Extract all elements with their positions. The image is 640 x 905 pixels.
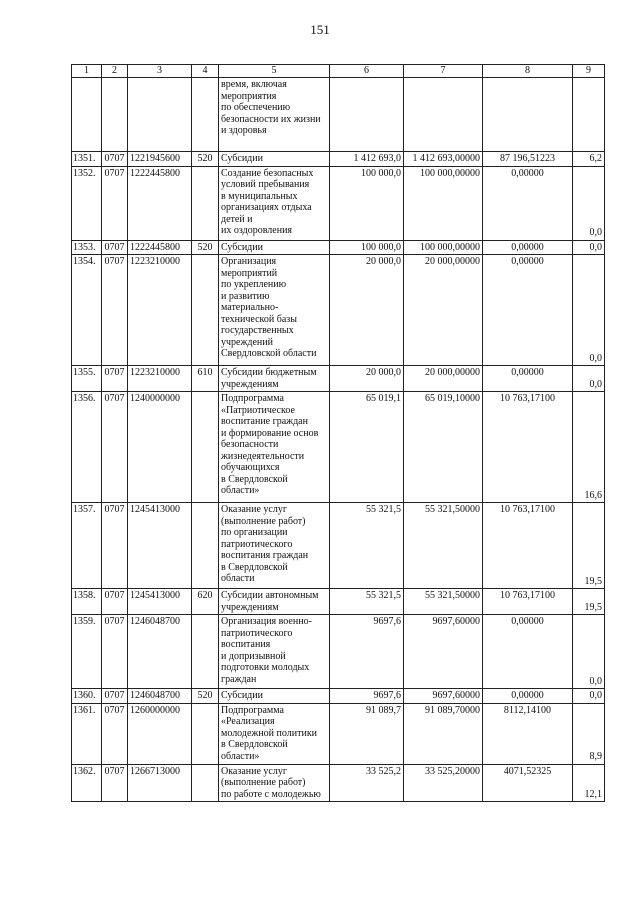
page-number: 151 — [310, 22, 330, 37]
section-code: 0707 — [102, 764, 128, 802]
row-number: 1358. — [72, 589, 102, 615]
execution-percent: 6,2 — [573, 152, 605, 167]
row-number: 1359. — [72, 615, 102, 689]
target-article-code: 1246048700 — [128, 689, 192, 704]
table-row — [72, 392, 605, 503]
item-name: Субсидии — [219, 689, 330, 704]
row-number: 1362. — [72, 764, 102, 802]
header-cell: 7 — [404, 65, 483, 78]
execution-percent: 0,0 — [573, 255, 605, 366]
approved-amount: 1 412 693,0 — [330, 152, 404, 167]
header-row — [72, 65, 605, 78]
target-article-code: 1260000000 — [128, 703, 192, 764]
planned-amount: 91 089,70000 — [404, 703, 483, 764]
target-article-code: 1245413000 — [128, 589, 192, 615]
row-number: 1356. — [72, 392, 102, 503]
executed-amount: 10 763,17100 — [483, 392, 573, 503]
item-name: Подпрограмма «Патриотическое воспитание граждан и формирование основ безопасности жизнедеятельности обучающихся в Свердловской области» — [219, 392, 330, 503]
item-name: Субсидии — [219, 152, 330, 167]
table-row — [72, 255, 605, 366]
expense-type-code — [192, 503, 219, 589]
approved-amount: 100 000,0 — [330, 240, 404, 255]
table-row — [72, 240, 605, 255]
execution-percent: 0,0 — [573, 240, 605, 255]
row-number: 1353. — [72, 240, 102, 255]
expense-type-code: 520 — [192, 240, 219, 255]
target-article-code: 1223210000 — [128, 255, 192, 366]
header-cell: 2 — [102, 65, 128, 78]
executed-amount: 8112,14100 — [483, 703, 573, 764]
executed-amount: 4071,52325 — [483, 764, 573, 802]
target-article-code: 1222445800 — [128, 240, 192, 255]
executed-amount — [483, 78, 573, 152]
expense-type-code — [192, 615, 219, 689]
planned-amount: 100 000,00000 — [404, 166, 483, 240]
planned-amount: 65 019,10000 — [404, 392, 483, 503]
item-name: Оказание услуг (выполнение работ) по организации патриотического воспитания граждан в Свердловской области — [219, 503, 330, 589]
table-row — [72, 764, 605, 802]
target-article-code: 1222445800 — [128, 166, 192, 240]
row-number: 1352. — [72, 166, 102, 240]
approved-amount: 65 019,1 — [330, 392, 404, 503]
section-code: 0707 — [102, 703, 128, 764]
planned-amount: 55 321,50000 — [404, 503, 483, 589]
execution-percent: 12,1 — [573, 764, 605, 802]
header-cell: 8 — [483, 65, 573, 78]
item-name: Субсидии бюджетным учреждениям — [219, 366, 330, 392]
target-article-code: 1245413000 — [128, 503, 192, 589]
approved-amount — [330, 78, 404, 152]
table-row — [72, 366, 605, 392]
planned-amount: 20 000,00000 — [404, 255, 483, 366]
executed-amount: 0,00000 — [483, 689, 573, 704]
budget-table — [71, 64, 605, 802]
execution-percent: 0,0 — [573, 689, 605, 704]
section-code: 0707 — [102, 152, 128, 167]
row-number: 1355. — [72, 366, 102, 392]
section-code: 0707 — [102, 255, 128, 366]
row-number: 1357. — [72, 503, 102, 589]
table-row — [72, 166, 605, 240]
executed-amount: 10 763,17100 — [483, 589, 573, 615]
planned-amount: 9697,60000 — [404, 689, 483, 704]
row-number: 1354. — [72, 255, 102, 366]
table-row — [72, 78, 605, 152]
header-cell: 6 — [330, 65, 404, 78]
row-number: 1361. — [72, 703, 102, 764]
executed-amount: 0,00000 — [483, 166, 573, 240]
item-name: Субсидии — [219, 240, 330, 255]
execution-percent: 16,6 — [573, 392, 605, 503]
target-article-code: 1240000000 — [128, 392, 192, 503]
table-body — [72, 78, 605, 802]
planned-amount: 100 000,00000 — [404, 240, 483, 255]
section-code: 0707 — [102, 689, 128, 704]
planned-amount: 55 321,50000 — [404, 589, 483, 615]
execution-percent — [573, 78, 605, 152]
planned-amount: 9697,60000 — [404, 615, 483, 689]
row-number — [72, 78, 102, 152]
execution-percent: 0,0 — [573, 166, 605, 240]
target-article-code: 1223210000 — [128, 366, 192, 392]
section-code: 0707 — [102, 166, 128, 240]
section-code: 0707 — [102, 366, 128, 392]
planned-amount: 1 412 693,00000 — [404, 152, 483, 167]
item-name: время, включая мероприятия по обеспечению безопасности их жизни и здоровья — [219, 78, 330, 152]
table-row — [72, 689, 605, 704]
item-name: Создание безопасных условий пребывания в муниципальных организациях отдыха детей и их оздоровления — [219, 166, 330, 240]
executed-amount: 0,00000 — [483, 255, 573, 366]
approved-amount: 100 000,0 — [330, 166, 404, 240]
expense-type-code — [192, 255, 219, 366]
item-name: Подпрограмма «Реализация молодежной политики в Свердловской области» — [219, 703, 330, 764]
approved-amount: 20 000,0 — [330, 366, 404, 392]
executed-amount: 10 763,17100 — [483, 503, 573, 589]
executed-amount: 0,00000 — [483, 240, 573, 255]
planned-amount: 20 000,00000 — [404, 366, 483, 392]
approved-amount: 20 000,0 — [330, 255, 404, 366]
expense-type-code — [192, 166, 219, 240]
approved-amount: 33 525,2 — [330, 764, 404, 802]
execution-percent: 19,5 — [573, 503, 605, 589]
execution-percent: 0,0 — [573, 366, 605, 392]
expense-type-code — [192, 392, 219, 503]
approved-amount: 9697,6 — [330, 689, 404, 704]
planned-amount — [404, 78, 483, 152]
item-name: Оказание услуг (выполнение работ) по работе с молодежью — [219, 764, 330, 802]
target-article-code: 1266713000 — [128, 764, 192, 802]
target-article-code: 1221945600 — [128, 152, 192, 167]
section-code: 0707 — [102, 240, 128, 255]
item-name: Субсидии автономным учреждениям — [219, 589, 330, 615]
table-row — [72, 152, 605, 167]
header-cell: 4 — [192, 65, 219, 78]
target-article-code — [128, 78, 192, 152]
expense-type-code: 520 — [192, 152, 219, 167]
approved-amount: 55 321,5 — [330, 503, 404, 589]
header-cell: 5 — [219, 65, 330, 78]
execution-percent: 0,0 — [573, 615, 605, 689]
header-cell: 3 — [128, 65, 192, 78]
section-code: 0707 — [102, 615, 128, 689]
approved-amount: 55 321,5 — [330, 589, 404, 615]
planned-amount: 33 525,20000 — [404, 764, 483, 802]
section-code: 0707 — [102, 589, 128, 615]
executed-amount: 87 196,51223 — [483, 152, 573, 167]
section-code — [102, 78, 128, 152]
approved-amount: 9697,6 — [330, 615, 404, 689]
executed-amount: 0,00000 — [483, 615, 573, 689]
table-row — [72, 615, 605, 689]
table-row — [72, 703, 605, 764]
target-article-code: 1246048700 — [128, 615, 192, 689]
executed-amount: 0,00000 — [483, 366, 573, 392]
row-number: 1360. — [72, 689, 102, 704]
execution-percent: 8,9 — [573, 703, 605, 764]
section-code: 0707 — [102, 503, 128, 589]
approved-amount: 91 089,7 — [330, 703, 404, 764]
table-row — [72, 589, 605, 615]
table-row — [72, 503, 605, 589]
item-name: Организация мероприятий по укреплению и развитию материально- технической базы государственных учреждений Свердловской области — [219, 255, 330, 366]
expense-type-code: 610 — [192, 366, 219, 392]
expense-type-code — [192, 764, 219, 802]
header-cell: 1 — [72, 65, 102, 78]
row-number: 1351. — [72, 152, 102, 167]
expense-type-code — [192, 78, 219, 152]
section-code: 0707 — [102, 392, 128, 503]
expense-type-code: 620 — [192, 589, 219, 615]
execution-percent: 19,5 — [573, 589, 605, 615]
expense-type-code — [192, 703, 219, 764]
header-cell: 9 — [573, 65, 605, 78]
expense-type-code: 520 — [192, 689, 219, 704]
item-name: Организация военно- патриотического воспитания и допризывной подготовки молодых граждан — [219, 615, 330, 689]
